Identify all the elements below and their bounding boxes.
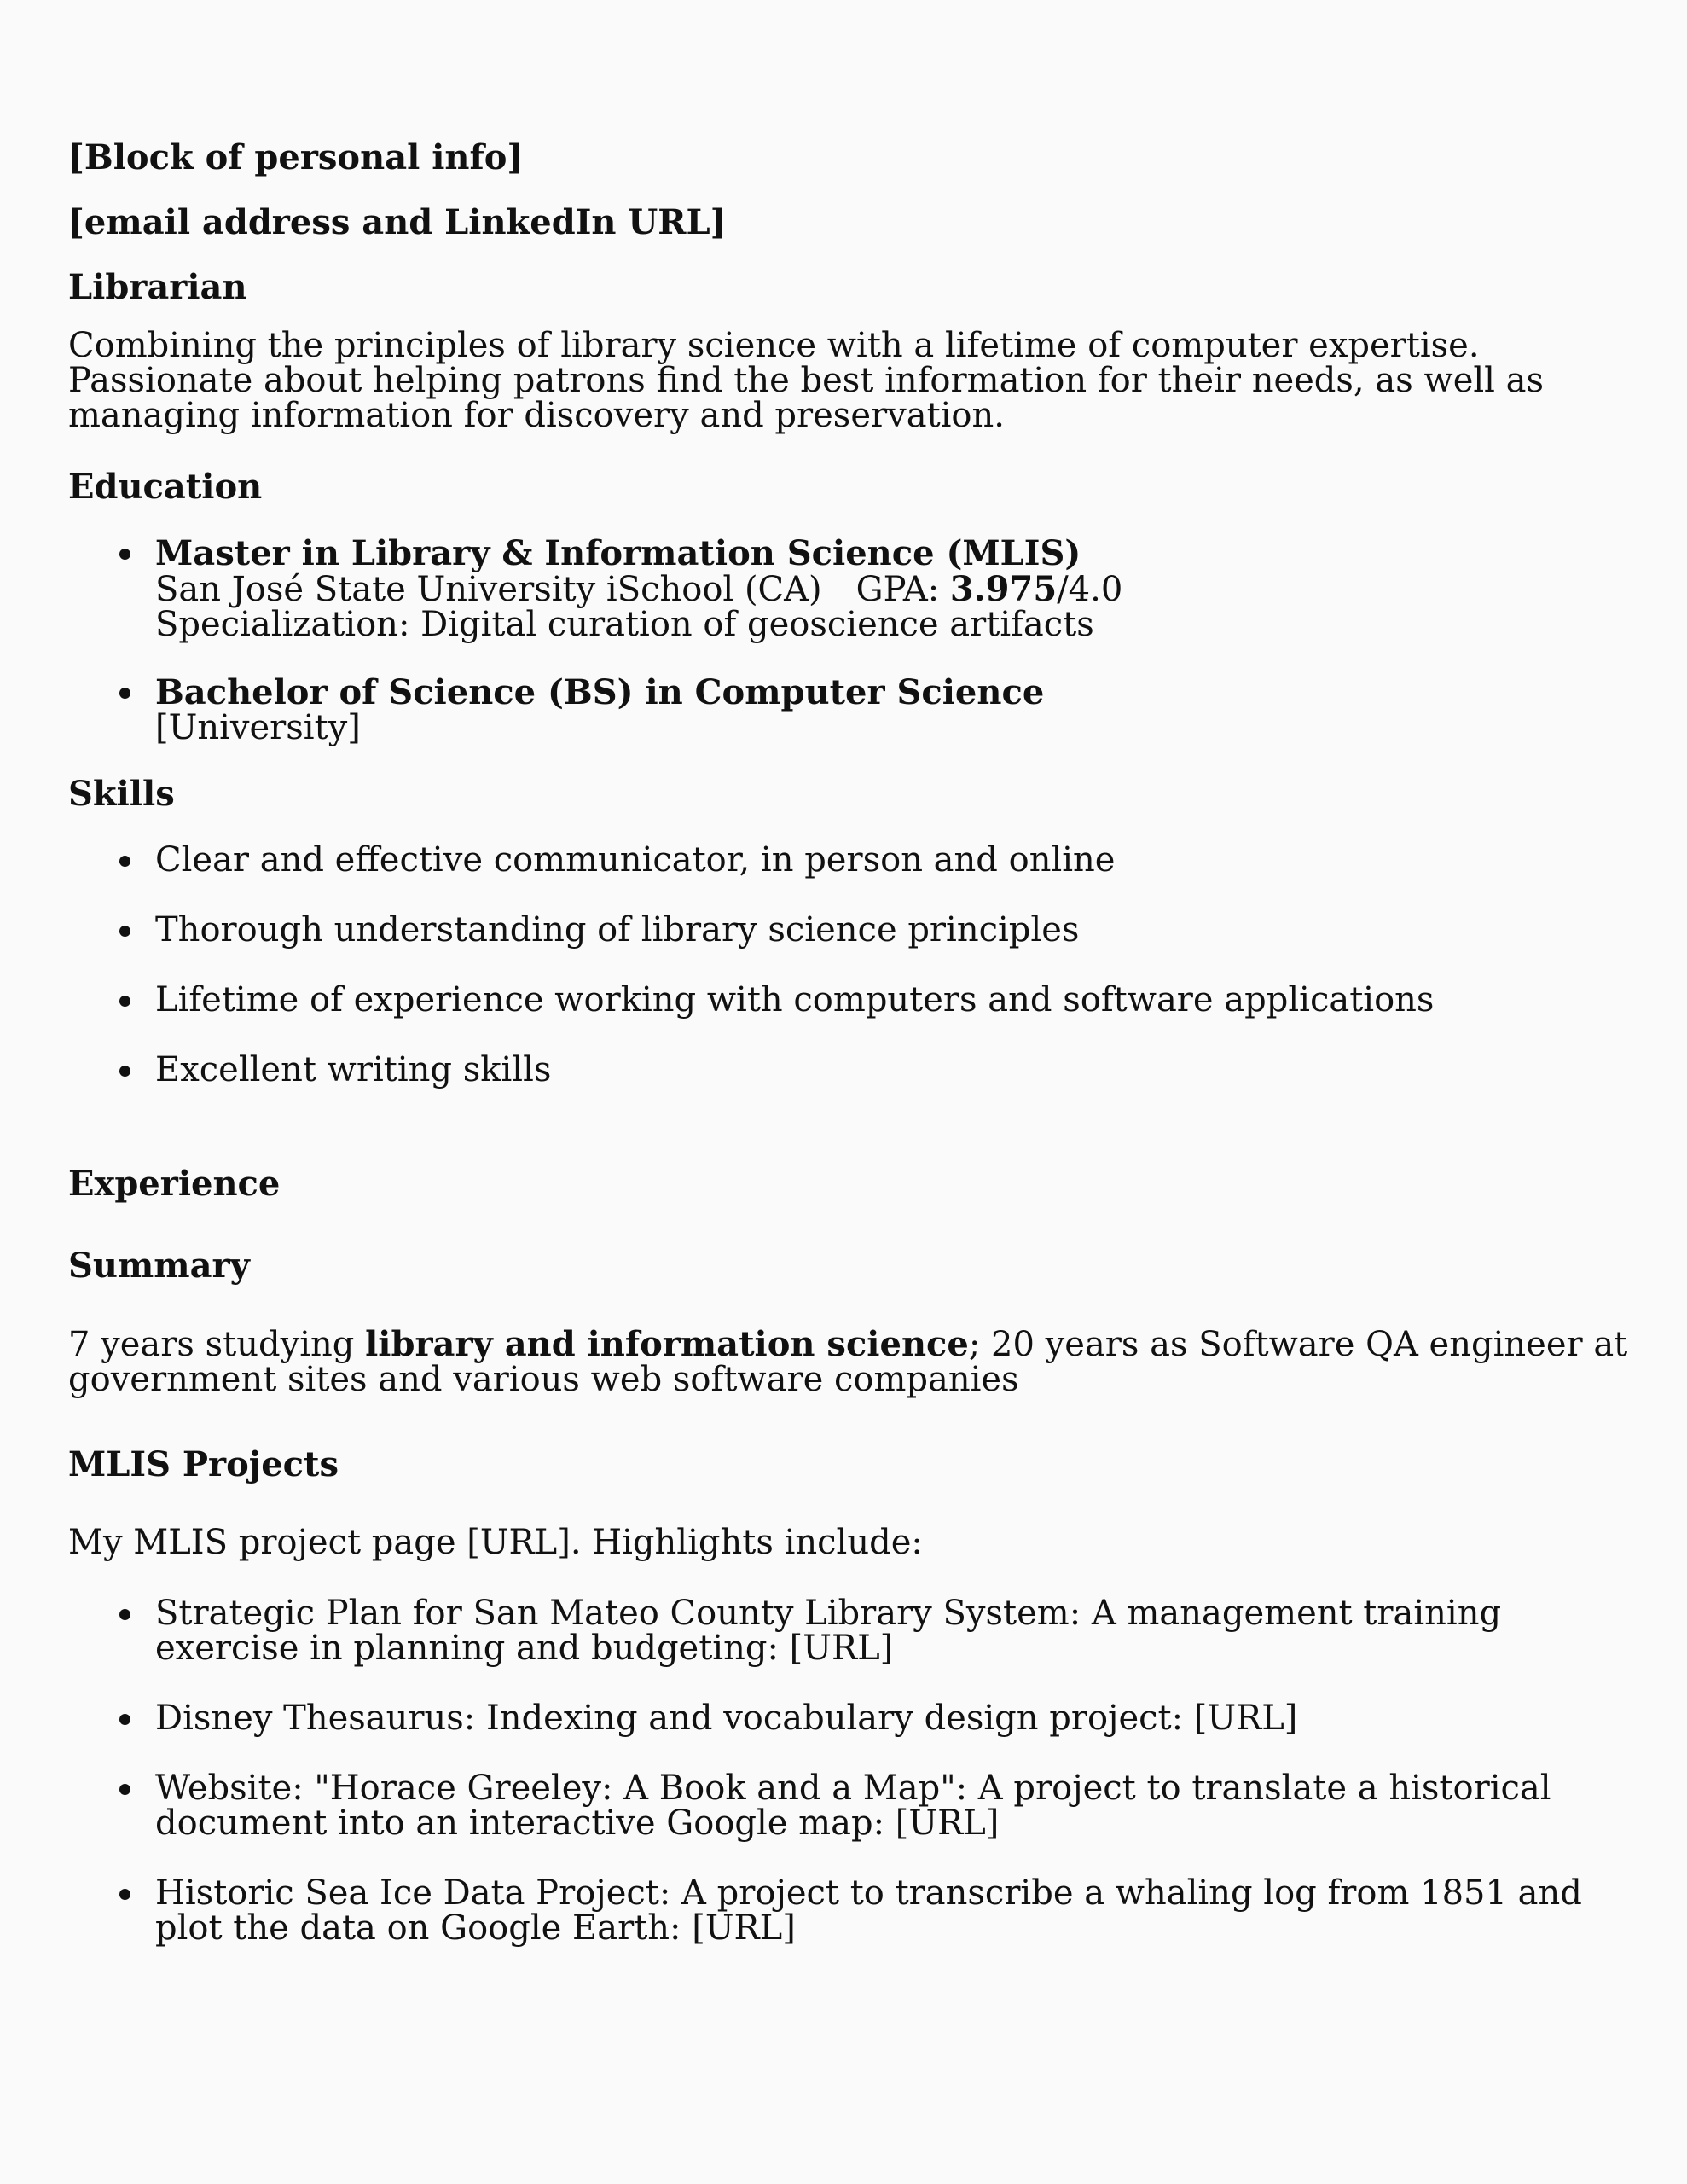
experience-summary-post: ; 20 years as Software QA engineer at government sites and various web software companies <box>68 1325 1628 1399</box>
education-item-bs <box>155 672 1629 747</box>
skill-item: Excellent writing skills <box>155 1053 1629 1088</box>
experience-summary-heading: Summary <box>68 1246 250 1286</box>
gpa-value: 3.975 <box>949 569 1058 609</box>
job-title-heading: Librarian <box>68 267 247 307</box>
personal-info-heading: [Block of personal info] <box>68 137 524 177</box>
education-school: [University] <box>155 708 361 747</box>
education-heading: Education <box>68 467 263 507</box>
projects-intro: My MLIS project page [URL]. Highlights include: <box>68 1523 923 1562</box>
project-item: Strategic Plan for San Mateo County Library System: A management training exercise in planning and budgeting: [URL] <box>155 1596 1629 1666</box>
skills-list <box>68 840 1629 1089</box>
education-degree: Master in Library & Information Science (MLIS) <box>155 533 1081 573</box>
project-item: Disney Thesaurus: Indexing and vocabulary design project: [URL] <box>155 1701 1629 1736</box>
project-item: Website: "Horace Greeley: A Book and a Map": A project to translate a historical document into an interactive Google map: [URL] <box>155 1771 1629 1841</box>
skill-item: Thorough understanding of library science principles <box>155 913 1629 948</box>
projects-heading: MLIS Projects <box>68 1444 339 1484</box>
contact-heading: [email address and LinkedIn URL] <box>68 202 727 242</box>
education-item-mlis <box>155 533 1629 644</box>
experience-summary-pre: 7 years studying <box>68 1325 366 1364</box>
skill-item: Clear and effective communicator, in person and online <box>155 843 1629 878</box>
gpa-scale: /4.0 <box>1057 570 1123 609</box>
experience-summary-text <box>68 1324 1629 1399</box>
education-school: San José State University iSchool (CA) <box>155 570 822 609</box>
skills-heading: Skills <box>68 774 175 814</box>
project-item: Historic Sea Ice Data Project: A project to transcribe a whaling log from 1851 and plot the data on Google Earth: [URL] <box>155 1876 1629 1946</box>
experience-summary-bold: library and information science <box>365 1324 969 1364</box>
education-degree: Bachelor of Science (BS) in Computer Science <box>155 672 1045 712</box>
education-list <box>68 533 1629 747</box>
education-specialization: Specialization: Digital curation of geoscience artifacts <box>155 605 1094 644</box>
resume-content <box>68 136 1629 1946</box>
gpa-label: GPA: <box>855 570 940 609</box>
skill-item: Lifetime of experience working with computers and software applications <box>155 983 1629 1018</box>
projects-list <box>68 1596 1629 1946</box>
experience-heading: Experience <box>68 1164 281 1204</box>
summary-paragraph: Combining the principles of library science with a lifetime of computer expertise. Passionate about helping patrons find the best information for their needs, as well as managing information for discovery and preservation. <box>68 326 1545 435</box>
